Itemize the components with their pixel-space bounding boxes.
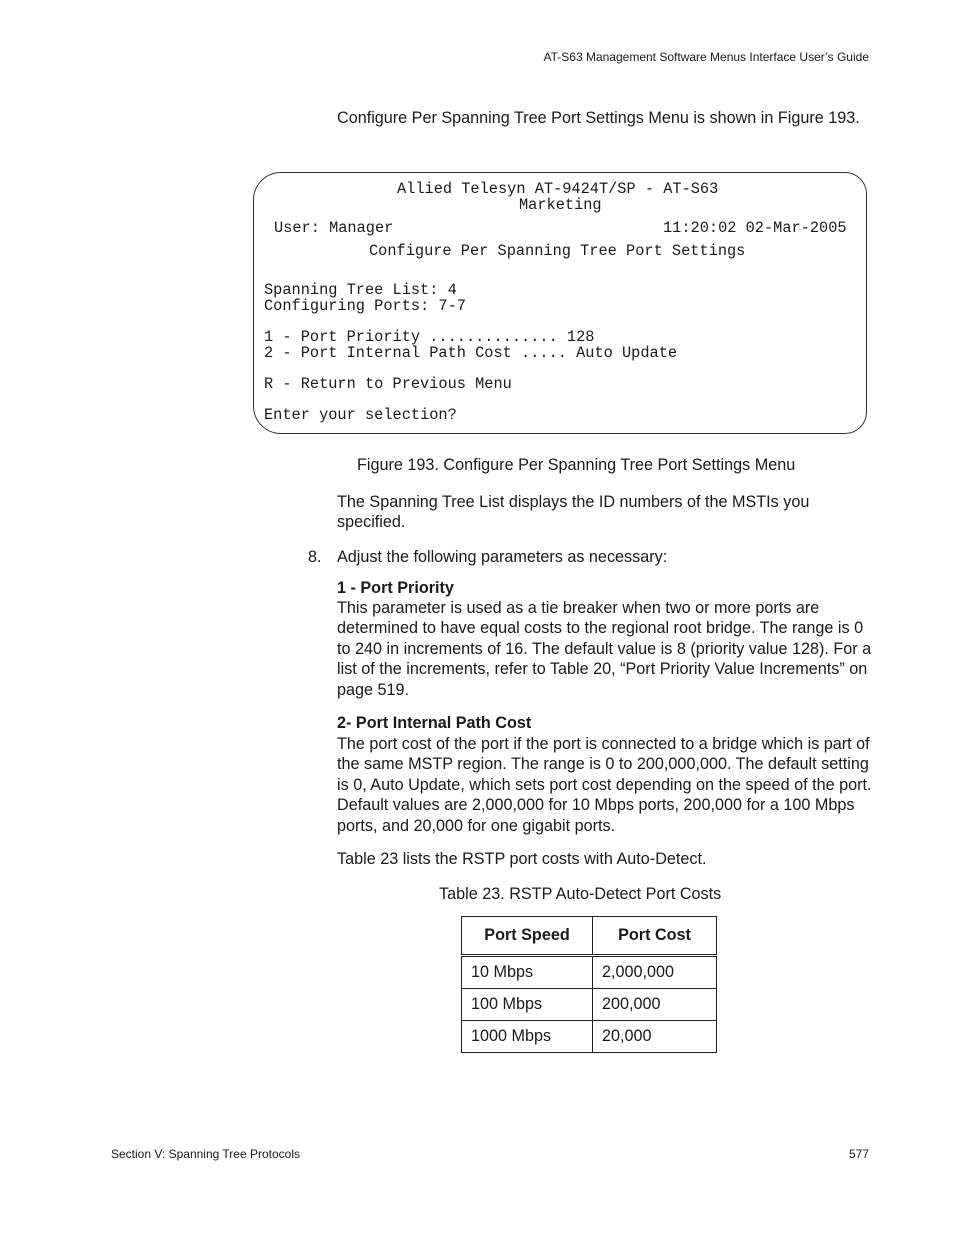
- cell-port-speed: 1000 Mbps: [462, 1021, 593, 1053]
- step-number: 8.: [308, 548, 322, 566]
- running-header: AT-S63 Management Software Menus Interface User’s Guide: [543, 50, 869, 64]
- cell-port-cost: 20,000: [593, 1021, 717, 1053]
- terminal-menu-title: Configure Per Spanning Tree Port Settings: [369, 242, 746, 260]
- terminal-option-port-priority: 1 - Port Priority .............. 128: [264, 328, 595, 346]
- column-header-port-cost: Port Cost: [593, 917, 717, 956]
- step-text: Adjust the following parameters as necessary:: [337, 548, 668, 566]
- terminal-option-return: R - Return to Previous Menu: [264, 375, 512, 393]
- param-path-cost-heading: 2- Port Internal Path Cost: [337, 714, 532, 732]
- terminal-user: User: Manager: [274, 219, 394, 237]
- terminal-system-name: Marketing: [519, 196, 602, 214]
- footer-section: Section V: Spanning Tree Protocols: [111, 1147, 300, 1161]
- figure-caption: Figure 193. Configure Per Spanning Tree Port Settings Menu: [357, 456, 796, 474]
- page-number: 577: [848, 1147, 869, 1161]
- param-path-cost-text: The port cost of the port if the port is connected to a bridge which is part of the same MSTP region. The range is 0 to 200,000,000. The default setting is 0, Auto Update, which sets port cost depending on the speed of the port. Default values are 2,000,000 for 10 Mbps ports, 200,000 for a 100 Mbps ports, and 20,000 for one gigabit ports.: [337, 735, 872, 835]
- terminal-screen: [253, 172, 867, 434]
- column-header-port-speed: Port Speed: [462, 917, 593, 956]
- param-port-priority-heading: 1 - Port Priority: [337, 579, 454, 597]
- terminal-option-path-cost: 2 - Port Internal Path Cost ..... Auto Update: [264, 344, 678, 362]
- table-row: [462, 989, 717, 1021]
- port-cost-table: [461, 916, 717, 1053]
- terminal-spanning-tree-list: Spanning Tree List: 4: [264, 281, 457, 299]
- table-row: [462, 956, 717, 989]
- table-intro: Table 23 lists the RSTP port costs with Auto-Detect.: [337, 850, 707, 868]
- terminal-product-line: Allied Telesyn AT-9424T/SP - AT-S63: [397, 180, 719, 198]
- table-header-row: [462, 917, 717, 956]
- cell-port-cost: 2,000,000: [593, 956, 717, 989]
- terminal-configuring-ports: Configuring Ports: 7-7: [264, 297, 466, 315]
- cell-port-cost: 200,000: [593, 989, 717, 1021]
- table-row: [462, 1021, 717, 1053]
- param-port-priority-text: This parameter is used as a tie breaker when two or more ports are determined to have equal costs to the regional root bridge. The range is 0 to 240 in increments of 16. The default value is 8 (priority value 128). For a list of the increments, refer to Table 20, “Port Priority Value Increments” on page 519.: [337, 599, 872, 699]
- terminal-datetime: 11:20:02 02-Mar-2005: [663, 219, 847, 237]
- terminal-prompt: Enter your selection?: [264, 406, 457, 424]
- intro-paragraph: Configure Per Spanning Tree Port Settings Menu is shown in Figure 193.: [337, 109, 860, 127]
- stl-paragraph: The Spanning Tree List displays the ID numbers of the MSTIs you specified.: [337, 493, 810, 532]
- table-caption: Table 23. RSTP Auto-Detect Port Costs: [439, 885, 722, 903]
- cell-port-speed: 100 Mbps: [462, 989, 593, 1021]
- cell-port-speed: 10 Mbps: [462, 956, 593, 989]
